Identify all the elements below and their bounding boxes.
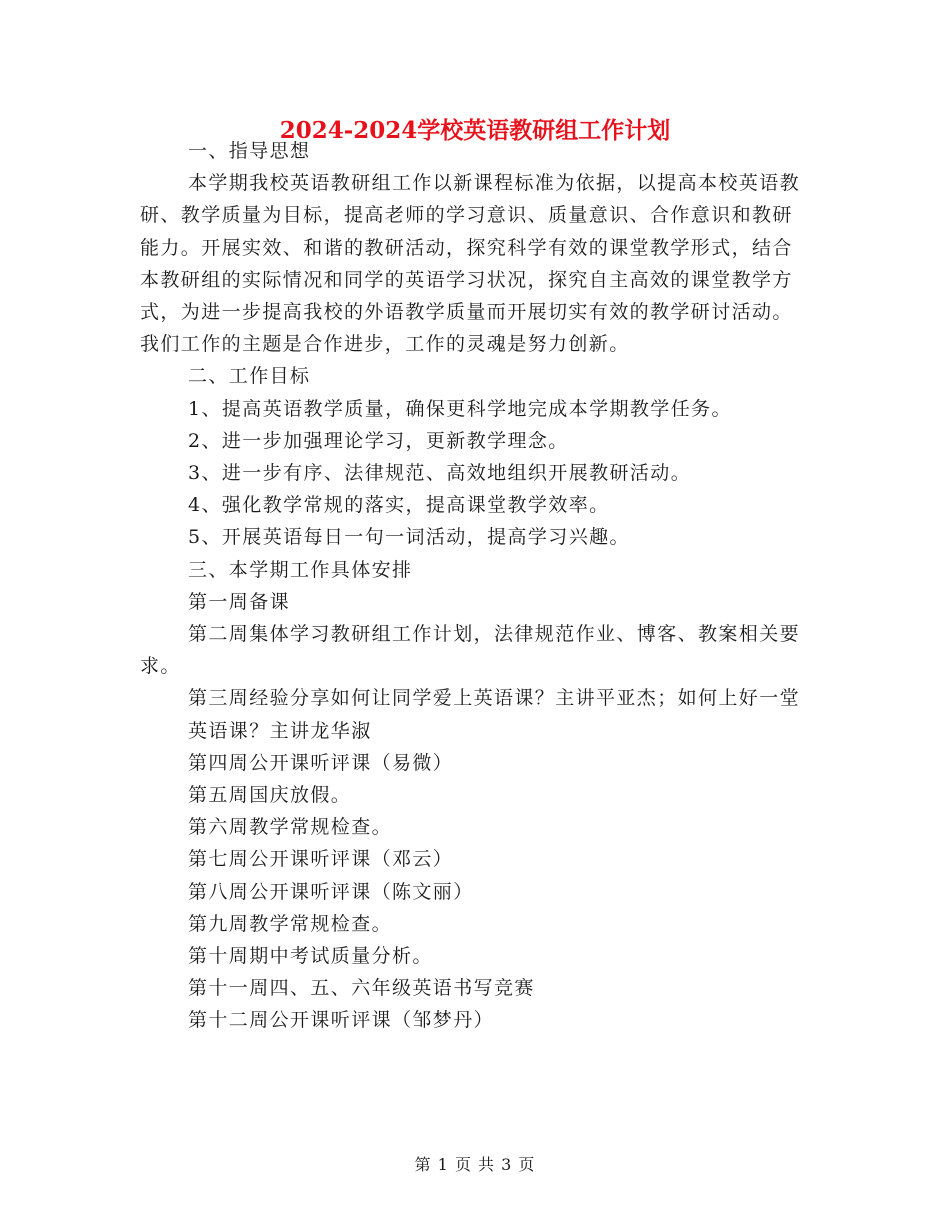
schedule-item: 第九周教学常规检查。: [188, 912, 393, 935]
schedule-item: 第六周教学常规检查。: [188, 816, 393, 839]
goals-heading: 二、工作目标: [188, 365, 311, 388]
schedule-item: 英语课？主讲龙华淑: [188, 719, 372, 742]
schedule-item: 第一周备课: [188, 590, 291, 613]
schedule-item: 第十二周公开课听评课（邹梦丹）: [188, 1009, 495, 1032]
schedule-item: 第八周公开课听评课（陈文丽）: [188, 880, 474, 903]
schedule-item: 第二周集体学习教研组工作计划，法律规范作业、博客、教案相关要求。: [140, 623, 801, 678]
schedule-item: 第五周国庆放假。: [188, 784, 352, 807]
goal-item: 3、进一步有序、法律规范、高效地组织开展教研活动。: [188, 462, 692, 485]
schedule-item: 第三周经验分享如何让同学爱上英语课？主讲平亚杰；如何上好一堂: [188, 687, 801, 710]
document-body: [140, 135, 805, 1037]
guiding-paragraph: 本学期我校英语教研组工作以新课程标准为依据，以提高本校英语教研、教学质量为目标，提高老师的学习意识、质量意识、合作意识和教研能力。开展实效、和谐的教研活动，探究科学有效的课堂教学形式，结合本教研组的实际情况和同学的英语学习状况，探究自主高效的课堂教学方式，为进一步提高我校的外语教学质量而开展切实有效的教学研讨活动。我们工作的主题是合作进步，工作的灵魂是努力创新。: [140, 172, 801, 356]
goal-item: 1、提高英语教学质量，确保更科学地完成本学期教学任务。: [188, 397, 732, 420]
schedule-item: 第十周期中考试质量分析。: [188, 945, 433, 968]
schedule-item: 第四周公开课听评课（易微）: [188, 751, 454, 774]
schedule-item: 第七周公开课听评课（邓云）: [188, 848, 454, 871]
goal-item: 2、进一步加强理论学习，更新教学理念。: [188, 429, 569, 452]
goal-item: 4、强化教学常规的落实，提高课堂教学效率。: [188, 494, 610, 517]
goal-item: 5、开展英语每日一句一词活动，提高学习兴趣。: [188, 526, 630, 549]
schedule-item: 第十一周四、五、六年级英语书写竞赛: [188, 977, 535, 1000]
document-title: 2024-2024学校英语教研组工作计划: [279, 117, 671, 144]
page-number-footer: 第 1 页 共 3 页: [414, 1155, 536, 1174]
schedule-heading: 三、本学期工作具体安排: [188, 558, 413, 581]
guiding-heading: 一、指导思想: [188, 140, 311, 162]
